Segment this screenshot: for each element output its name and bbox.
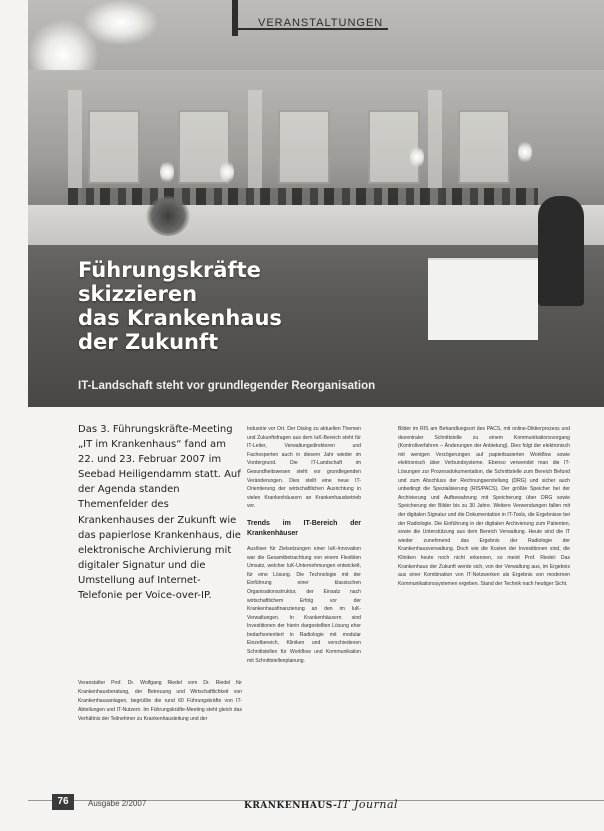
wall-lamp (160, 160, 174, 184)
article-subheadline: IT-Landschaft steht vor grundlegender Reorganisation (78, 380, 376, 392)
body-paragraph: Industrie vor Ort. Der Dialog zu aktuellen Themen und Zukunftsfragen aus dem IuK-Bereich steht für IT-Leiter, Verwaltungsdirektoren und Fachexperten auch in diesem Jahr wieder im Vordergrund. Die IT-Landschaft im Gesundheitswesen steht vor grundlegenden Veränderungen. Dies stellt eine neue IT-Orientierung der wirtschaftlichen Ausrichtung in vielen Krankenhäusern an Krankenhausbetrieb vor. (247, 426, 361, 510)
magazine-logo (244, 798, 398, 811)
photo-window (458, 110, 510, 184)
body-paragraph: Auslöser für Zielsetzungen einer IuK-Innovation war die Gesamtbetrachtung von einem Flexiblen Umsatz, welcher IuK-Unternehmungen entwickelt, für eine Lösung. Die Technologie mit der Einführung einer klassischen Organisationsstruktur, der Einsatz nach wirtschaftlichem Erfolg vor der Krankenhausfinanzierung an den im IuK-Verwaltungen. In Krankenhäusern sind Investitionen der hierin dargestellten Lösung eher bedarfsorientiert in Radiologie mit modular Einzelbereich, Kliniken und verschiedenen Schnittstellen für Workflow und Kommunikation mit Schnittstellenplanung. (247, 545, 361, 664)
logo-it: IT Journal (337, 798, 399, 811)
photo-window (278, 110, 330, 184)
wall-lamp (410, 145, 424, 169)
photo-window (88, 110, 140, 184)
wall-lamp (518, 140, 532, 164)
issue-label: Ausgabe 2/2007 (88, 799, 147, 808)
body-column-1: Veranstalter Prof. Dr. Wolfgang Riedel vom Dr. Riedel für Krankenhausberatung, der Betreuung und Wirtschaftlichkeit von Krankenhausanlagen, begrüßte die rund 60 Führungskräfte von IT-Abteilungen und IT-Nutzern. Im Führungskräfte-Meeting steht gleich das Verhältnis der Teilnehmer zu Krankenhausleitung und der (78, 680, 242, 722)
conference-table (28, 205, 604, 245)
subsection-heading: Trends im IT-Bereich der Krankenhäuser (247, 519, 361, 537)
section-bar (232, 0, 238, 36)
headline-line: das Krankenhaus (78, 306, 282, 330)
page-number: 76 (52, 794, 74, 810)
section-label: VERANSTALTUNGEN (258, 17, 384, 29)
wall-lamp (220, 160, 234, 184)
chandelier-mid (83, 0, 158, 45)
speaker-figure (538, 196, 584, 306)
flower-arrangement (146, 196, 190, 236)
logo-main: KRANKENHAUS- (244, 801, 338, 811)
body-column-2 (247, 425, 361, 668)
body-paragraph: Bilder im RIS am Behandlungsort des PACS, mit online-Diktierprozess und dezentraler Schnittstelle zu einem Kommunikationsvorgang (Kontrollverfahren – Änderungen der Anbietung). Dies folgt der elektronisch mit wenigen Verzögerungen auf papierbasierten Workflow sowie elektronisch über Verbundsysteme. Ebenso verwendet man die IT-Lösungen zur Prozessdokumentation, die Schnittstelle zum Bereich Befund und zum Abschluss der Rechnungserstellung (DRG) und sicher auch unbedingt die Spezialisierung (RIS/PACS). Der größte Speicher bei der Archivierung und Aufbewahrung mit Speicherung über DRG sowie Speicherung der Bilder bis zu 30 Jahre. Weitere Verwendungen fallen mit der digitalen Signatur und die Dokumentation in IT-Tools, die Ergebnisse bei der Radiologie. Die Einführung in der digitalen Archivierung zum Patienten, sowie die Unterstützung aus dem Bereich Verwaltung. Heute sind die IT wieder zunehmend das Ergebnis der Radiologie der Krankenhausverwaltung. Doch wie die Kosten der Investitionen sind, die Kliniken heute noch nicht erkennen, so meint Prof. Riedel: Das Krankenhaus der Zukunft werde sich, von der Verwaltung aus, im Ergebnis aus einer Kombination von IT-Netzwerken als Ergebnis von modernen Kommunikationssystemen ergeben. Stand der Technik nach heutiger Sicht. (398, 426, 570, 587)
body-column-3 (398, 425, 570, 591)
section-tag (232, 0, 392, 40)
headline-line: skizzieren (78, 282, 198, 306)
article-lead: Das 3. Führungskräfte-Meeting „IT im Krankenhaus“ fand am 22. und 23. Februar 2007 im Seebad Heiligendamm statt. Auf der Agenda standen Themenfelder des Krankenhauses der Zukunft wie das papierlose Krankenhaus, die elektronische Archivierung mit digitaler Signatur und die Umstellung auf Internet-Telefonie per Voice-over-IP. (78, 424, 241, 602)
headline-line: der Zukunft (78, 330, 219, 354)
headline-line: Führungskräfte (78, 258, 261, 282)
speaker-table (428, 258, 538, 340)
article-headline (78, 258, 318, 354)
